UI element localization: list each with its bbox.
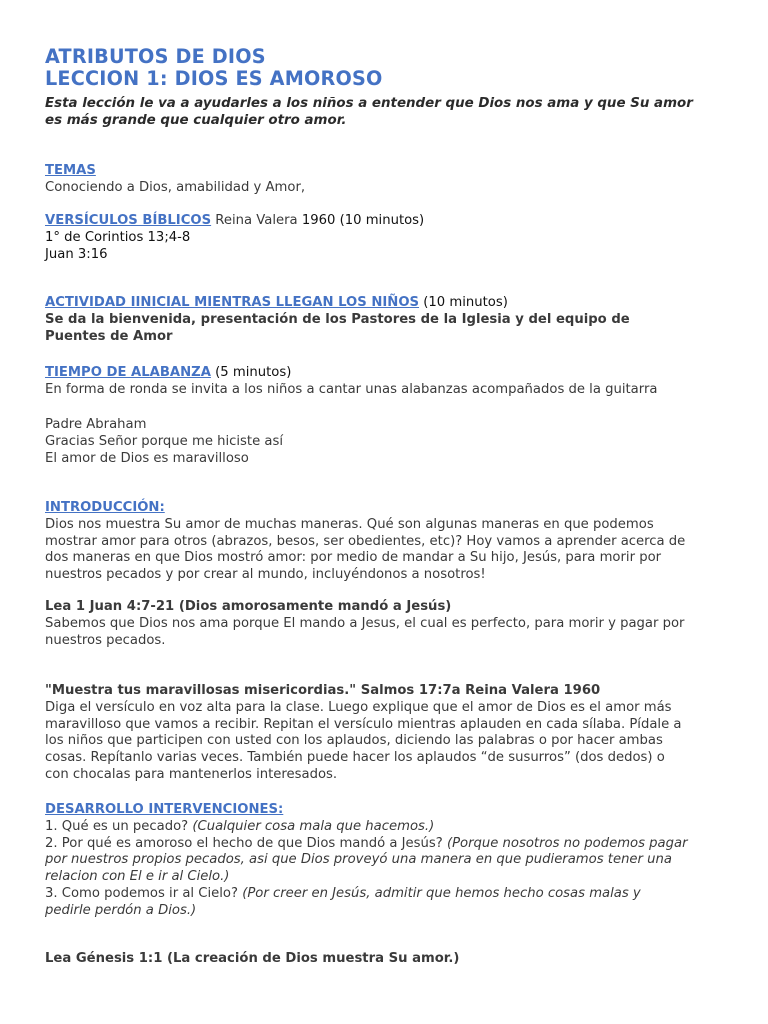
temas-heading: TEMAS [45, 163, 96, 178]
song-item: Padre Abraham [45, 417, 147, 432]
title-line-1: ATRIBUTOS DE DIOS [45, 45, 266, 68]
alabanza-heading: TIEMPO DE ALABANZA [45, 365, 211, 380]
question-3: 3. Como podemos ir al Cielo? (Por creer en Jesús, admitir que hemos hecho cosas malas y [45, 885, 641, 901]
lectura-2-heading: Lea Génesis 1:1 (La creación de Dios muestra Su amor.) [45, 951, 460, 966]
temas-section [45, 163, 735, 197]
introduccion-heading: INTRODUCCIÓN: [45, 500, 165, 515]
lectura-1-heading: Lea 1 Juan 4:7-21 (Dios amorosamente mandó a Jesús) [45, 599, 452, 614]
lectura-2-section [45, 951, 735, 968]
temas-text: Conociendo a Dios, amabilidad y Amor, [45, 179, 306, 195]
bible-reference: Juan 3:16 [45, 246, 108, 262]
versiculo-section: "Muestra tus maravillosas misericordias." Salmos 17:7a Reina Valera 1960 Diga el versículo en voz alta para la clase. Luego explique que el amor de Dios es el amor más maravilloso que vamos a recibir. Repitan el versículo mientras aplauden en cada sílaba. Pídale a los niños que participen con usted con los aplaudos, diciendo las palabras o por hacer ambas cosas. Repítanlo varias veces. También puede hacer los aplaudos “de susurros” (dos dedos) o con chocalas para mantenerlos interesados. [45, 683, 735, 784]
versiculos-section: VERSÍCULOS BÍBLICOS Reina Valera 1960 (10 minutos) 1° de Corintios 13;4-8 Juan 3:16 [45, 213, 735, 263]
actividad-section: ACTIVIDAD IINICIAL MIENTRAS LLEGAN LOS NIÑOS (10 minutos) Se da la bienvenida, presentación de los Pastores de la Iglesia y del equipo de Puentes de Amor [45, 295, 630, 344]
document-title [45, 46, 735, 90]
songs-list [45, 417, 735, 467]
actividad-heading: ACTIVIDAD IINICIAL MIENTRAS LLEGAN LOS NIÑOS [45, 295, 420, 310]
desarrollo-heading: DESARROLLO INTERVENCIONES: [45, 802, 284, 817]
lectura-1-section: Lea 1 Juan 4:7-21 (Dios amorosamente mandó a Jesús) Sabemos que Dios nos ama porque El mando a Jesus, el cual es perfecto, para morir y pagar por nuestros pecados. [45, 599, 735, 649]
desarrollo-section: DESARROLLO INTERVENCIONES: 1. Qué es un pecado? (Cualquier cosa mala que hacemos.) 2. Por qué es amoroso el hecho de que Dios mandó a Jesús? (Porque nosotros no podemos pagar por nuestros propios pecados, asi que Dios proveyó una manera en que pudieramos tener una relacion con El e ir al Cielo.) 3. Como podemos ir al Cielo? (Por creer en Jesús, admitir que hemos hecho cosas malas y pedirle perdón a Dios.) [45, 802, 735, 920]
title-line-2: LECCION 1: DIOS ES AMOROSO [45, 67, 383, 90]
alabanza-section: TIEMPO DE ALABANZA (5 minutos) En forma de ronda se invita a los niños a cantar unas alabanzas acompañados de la guitarra [45, 365, 658, 397]
song-item: Gracias Señor porque me hiciste así [45, 433, 284, 449]
introduccion-section: INTRODUCCIÓN: Dios nos muestra Su amor de muchas maneras. Qué son algunas maneras en que podemos mostrar amor para otros (abrazos, besos, ser obedientes, etc)? Hoy vamos a aprender acerca de dos maneras en que Dios mostró amor: por medio de mandar a Su hijo, Jesús, para morir por nuestros pecados y por crear al mundo, incluyéndonos a nosotros! [45, 500, 735, 584]
question-1: 1. Qué es un pecado? (Cualquier cosa mala que hacemos.) [45, 818, 435, 834]
question-2: 2. Por qué es amoroso el hecho de que Dios mandó a Jesús? (Porque nosotros no podemos pagar [45, 835, 688, 851]
lesson-summary: Esta lección le va a ayudarles a los niños a entender que Dios nos ama y que Su amor es más grande que cualquier otro amor. [45, 96, 693, 128]
bible-reference: 1° de Corintios 13;4-8 [45, 229, 191, 245]
versiculo-heading: "Muestra tus maravillosas misericordias." Salmos 17:7a Reina Valera 1960 [45, 683, 601, 698]
song-item: El amor de Dios es maravilloso [45, 450, 249, 466]
versiculos-heading: VERSÍCULOS BÍBLICOS [45, 213, 212, 228]
